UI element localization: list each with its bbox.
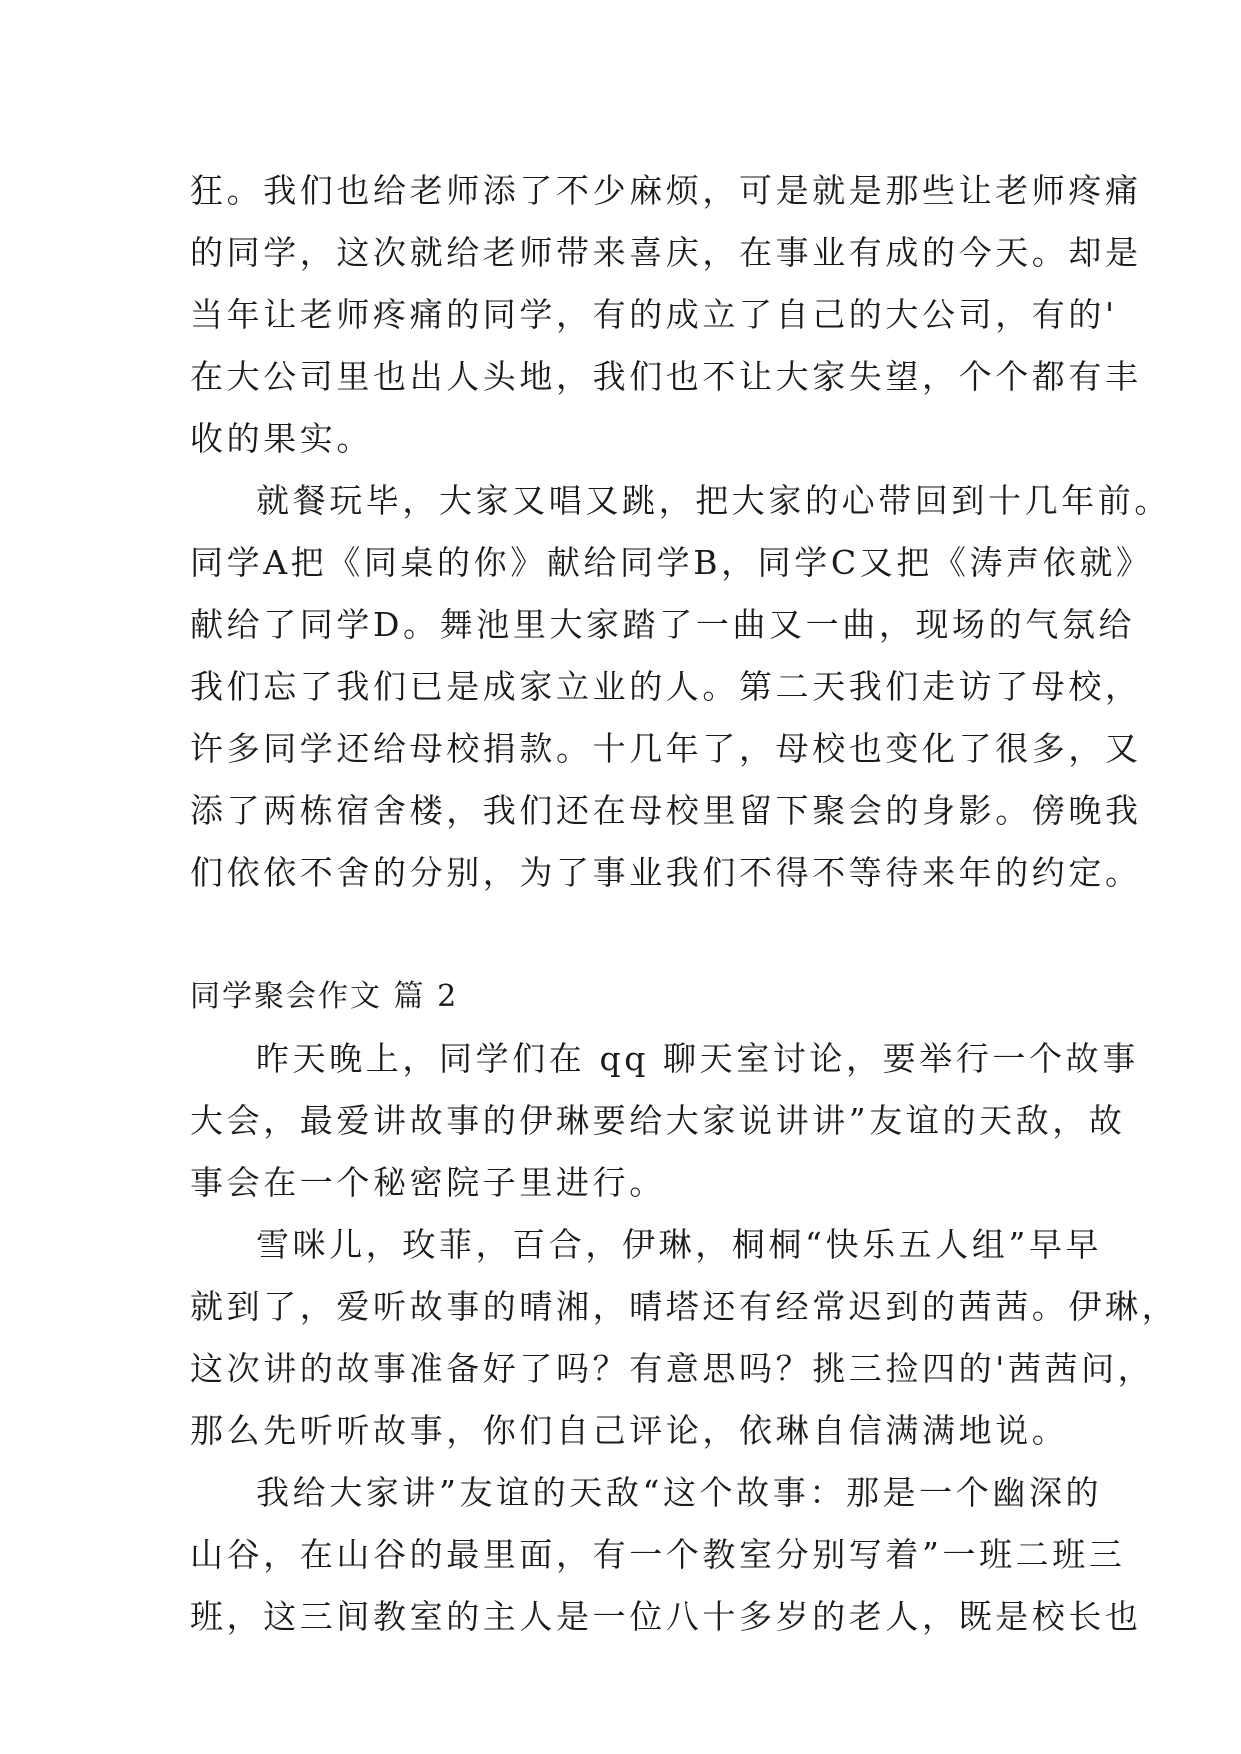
text-line: 的同学，这次就给老师带来喜庆，在事业有成的今天。却是: [190, 233, 1142, 272]
text-line: 昨天晚上，同学们在 qq 聊天室讨论，要举行一个故事: [256, 1039, 1139, 1078]
text-line: 山谷，在山谷的最里面，有一个教室分别写着”一班二班三: [190, 1535, 1126, 1574]
text-line: 献给了同学D。舞池里大家踏了一曲又一曲，现场的气氛给: [190, 605, 1136, 644]
text-line: 当年让老师疼痛的同学，有的成立了自己的大公司，有的': [190, 295, 1118, 334]
paragraph: [190, 470, 1171, 904]
text-line: 班，这三间教室的主人是一位八十多岁的老人，既是校长也: [190, 1597, 1142, 1636]
text-line: 同学A把《同桌的你》献给同学B，同学C又把《涛声依就》: [190, 543, 1153, 582]
text-line: 这次讲的故事准备好了吗？有意思吗？挑三捡四的'茜茜问，: [190, 1349, 1155, 1388]
text-line: 大会，最爱讲故事的伊琳要给大家说讲讲”友谊的天敌，故: [190, 1101, 1126, 1140]
paragraph: [190, 160, 1142, 470]
section-heading: 同学聚会作文 篇 2: [190, 979, 459, 1014]
text-line: 狂。我们也给老师添了不少麻烦，可是就是那些让老师疼痛: [190, 171, 1142, 210]
text-line: 就到了，爱听故事的晴湘，晴塔还有经常迟到的茜茜。伊琳，: [190, 1287, 1179, 1326]
paragraph: [190, 1214, 1179, 1462]
text-line: 雪咪儿，玫菲，百合，伊琳，桐桐“快乐五人组”早早: [256, 1225, 1103, 1264]
text-line: 那么先听听故事，你们自己评论，依琳自信满满地说。: [190, 1411, 1069, 1450]
text-line: 我给大家讲”友谊的天敌“这个故事：那是一个幽深的: [256, 1473, 1103, 1512]
text-line: 收的果实。: [190, 419, 373, 458]
section-spacer: [190, 904, 1070, 966]
paragraph: [190, 1028, 1139, 1214]
paragraph: [190, 1462, 1142, 1648]
document-page: [190, 160, 1179, 1648]
text-line: 事会在一个秘密院子里进行。: [190, 1163, 666, 1202]
text-line: 就餐玩毕，大家又唱又跳，把大家的心带回到十几年前。: [256, 481, 1171, 520]
text-line: 在大公司里也出人头地，我们也不让大家失望，个个都有丰: [190, 357, 1142, 396]
text-line: 我们忘了我们已是成家立业的人。第二天我们走访了母校，: [190, 667, 1142, 706]
text-line: 许多同学还给母校捐款。十几年了，母校也变化了很多，又: [190, 729, 1142, 768]
text-line: 添了两栋宿舍楼，我们还在母校里留下聚会的身影。傍晚我: [190, 791, 1142, 830]
text-line: 们依依不舍的分别，为了事业我们不得不等待来年的约定。: [190, 853, 1142, 892]
